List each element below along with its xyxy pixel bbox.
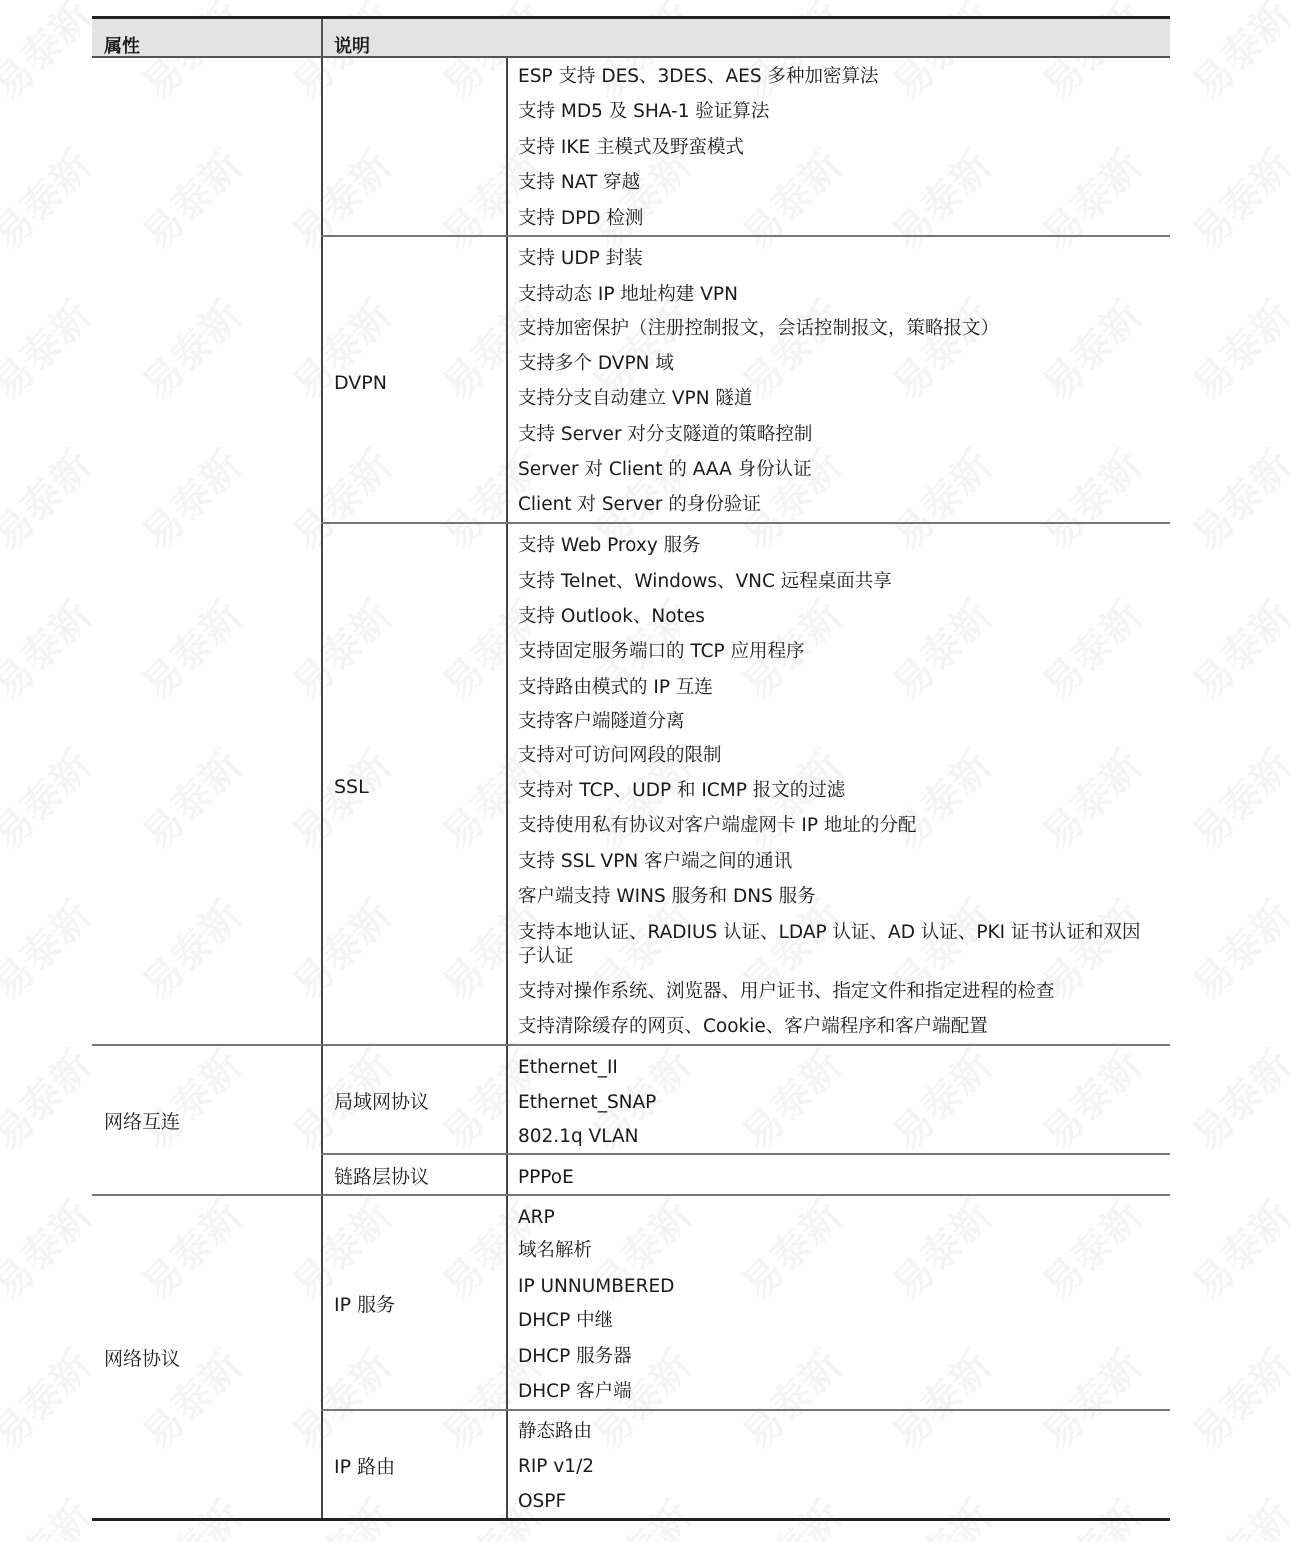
list-item: DHCP 服务器	[518, 1346, 632, 1367]
list-item: 支持 MD5 及 SHA-1 验证算法	[518, 101, 770, 122]
list-item: Server 对 Client 的 AAA 身份认证	[518, 459, 812, 480]
list-item: 支持路由模式的 IP 互连	[518, 677, 713, 698]
table-header	[92, 16, 1170, 58]
list-item: IP UNNUMBERED	[518, 1276, 675, 1297]
watermark-mark	[127, 1486, 252, 1542]
row-sep-lan-link	[321, 1153, 1170, 1155]
watermark-mark	[0, 1336, 103, 1461]
list-item: PPPoE	[518, 1167, 574, 1188]
list-item: 域名解析	[518, 1240, 593, 1261]
list-item: 静态路由	[518, 1421, 593, 1442]
row-sep-ipsec-dvpn	[321, 235, 1170, 237]
header-description: 说明	[334, 36, 370, 57]
watermark-mark	[1177, 136, 1290, 261]
watermark-mark	[127, 436, 252, 561]
list-item: 支持多个 DVPN 域	[518, 353, 674, 374]
list-item: 支持使用私有协议对客户端虚网卡 IP 地址的分配	[518, 815, 917, 836]
col-divider-1	[321, 58, 323, 1520]
watermark-mark	[0, 0, 103, 111]
watermark-mark	[277, 436, 402, 561]
col-divider-2	[506, 58, 508, 1520]
list-item: Ethernet_SNAP	[518, 1092, 657, 1113]
watermark-mark	[0, 886, 103, 1011]
label-protocol: 网络协议	[104, 1348, 181, 1370]
sublabel-link: 链路层协议	[334, 1166, 430, 1188]
watermark-mark	[277, 736, 402, 861]
sublabel-dvpn: DVPN	[334, 372, 387, 394]
sublabel-lan: 局域网协议	[334, 1091, 430, 1113]
list-item: 支持动态 IP 地址构建 VPN	[518, 284, 738, 305]
watermark-mark	[1177, 736, 1290, 861]
list-item: DHCP 中继	[518, 1310, 614, 1331]
list-item: 支持 IKE 主模式及野蛮模式	[518, 137, 745, 158]
watermark-mark	[127, 886, 252, 1011]
list-item: ARP	[518, 1207, 555, 1228]
watermark-mark	[1177, 586, 1290, 711]
sublabel-iproute: IP 路由	[334, 1456, 396, 1478]
watermark-mark	[0, 586, 103, 711]
watermark-mark	[1177, 1486, 1290, 1542]
row-sep-dvpn-ssl	[321, 522, 1170, 524]
list-item: 支持 DPD 检测	[518, 208, 644, 229]
watermark-mark	[127, 586, 252, 711]
list-item: 支持 Outlook、Notes	[518, 606, 705, 627]
list-item: 支持分支自动建立 VPN 隧道	[518, 388, 753, 409]
list-item: OSPF	[518, 1491, 567, 1512]
watermark-mark	[1177, 1036, 1290, 1161]
list-item: 支持客户端隧道分离	[518, 711, 685, 732]
header-divider	[321, 19, 323, 56]
watermark-mark	[1177, 1186, 1290, 1311]
spec-table	[92, 16, 1170, 1512]
list-item: 支持清除缓存的网页、Cookie、客户端程序和客户端配置	[518, 1016, 988, 1037]
list-item: 支持 SSL VPN 客户端之间的通讯	[518, 851, 793, 872]
list-item: Client 对 Server 的身份验证	[518, 494, 761, 515]
watermark-mark	[0, 1486, 103, 1542]
sublabel-ipservice: IP 服务	[334, 1294, 396, 1316]
list-item: ESP 支持 DES、3DES、AES 多种加密算法	[518, 66, 879, 87]
watermark-mark	[277, 586, 402, 711]
row-sep-ipservice-iproute	[321, 1409, 1170, 1411]
list-item: 支持对可访问网段的限制	[518, 745, 722, 766]
list-item: 支持对操作系统、浏览器、用户证书、指定文件和指定进程的检查	[518, 981, 1055, 1002]
list-item: 支持本地认证、RADIUS 认证、LDAP 认证、AD 认证、PKI 证书认证和双因子认证	[518, 922, 1141, 967]
list-item: 客户端支持 WINS 服务和 DNS 服务	[518, 886, 816, 907]
header-attribute: 属性	[104, 36, 140, 57]
list-item: 支持 Telnet、Windows、VNC 远程桌面共享	[518, 571, 892, 592]
watermark-mark	[0, 736, 103, 861]
sublabel-ssl: SSL	[334, 776, 369, 798]
watermark-mark	[0, 286, 103, 411]
watermark-mark	[127, 1036, 252, 1161]
list-item: 支持 Web Proxy 服务	[518, 535, 701, 556]
list-item: 支持 UDP 封装	[518, 248, 643, 269]
label-interconnect: 网络互连	[104, 1111, 181, 1133]
watermark-mark	[277, 136, 402, 261]
row-sep-ssl-interconnect	[92, 1044, 1170, 1046]
list-item: 支持固定服务端口的 TCP 应用程序	[518, 641, 805, 662]
list-item: RIP v1/2	[518, 1456, 595, 1477]
list-item: Ethernet_II	[518, 1057, 618, 1078]
watermark-mark	[0, 136, 103, 261]
watermark-mark	[0, 436, 103, 561]
watermark-mark	[1177, 1336, 1290, 1461]
watermark-mark	[277, 1186, 402, 1311]
watermark-mark	[127, 286, 252, 411]
watermark-mark	[0, 1036, 103, 1161]
watermark-mark	[1177, 286, 1290, 411]
list-item: 支持 NAT 穿越	[518, 172, 641, 193]
list-item: 支持对 TCP、UDP 和 ICMP 报文的过滤	[518, 780, 846, 801]
watermark-mark	[127, 136, 252, 261]
table-bottom-rule	[92, 1518, 1170, 1521]
list-item: 支持 Server 对分支隧道的策略控制	[518, 424, 813, 445]
watermark-mark	[127, 736, 252, 861]
watermark-mark	[277, 1336, 402, 1461]
watermark-mark	[277, 1486, 402, 1542]
watermark-mark	[277, 886, 402, 1011]
watermark-mark	[1177, 0, 1290, 111]
list-item: 支持加密保护（注册控制报文，会话控制报文，策略报文）	[518, 318, 1000, 339]
watermark-mark	[0, 1186, 103, 1311]
watermark-mark	[1177, 886, 1290, 1011]
row-sep-interconnect-protocol	[92, 1194, 1170, 1196]
watermark-mark	[127, 1186, 252, 1311]
list-item: 802.1q VLAN	[518, 1126, 639, 1147]
watermark-mark	[1177, 436, 1290, 561]
list-item: DHCP 客户端	[518, 1381, 632, 1402]
